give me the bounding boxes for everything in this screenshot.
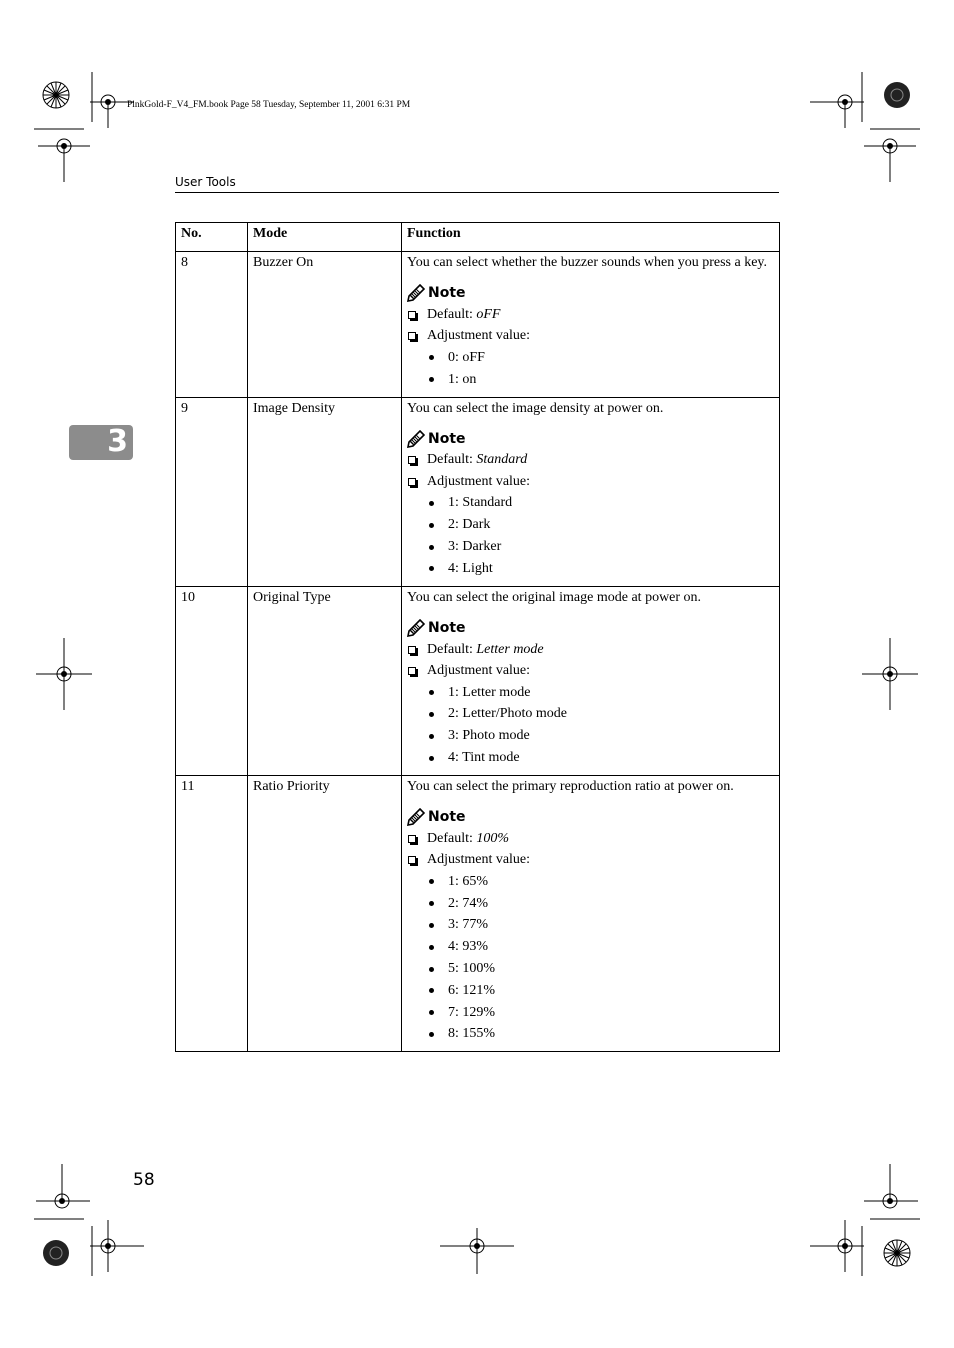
function-description: You can select the original image mode at power on. xyxy=(407,589,702,605)
bullet-icon xyxy=(429,523,434,528)
checkbox-icon xyxy=(408,332,416,340)
option-text: 1: on xyxy=(448,371,477,387)
table-row xyxy=(176,586,780,775)
mode-name: Buzzer On xyxy=(253,255,314,270)
option-text: 2: Dark xyxy=(448,517,491,533)
option-text: 5: 100% xyxy=(448,961,496,977)
column-header-mode: Mode xyxy=(248,223,402,252)
registration-mark-middle-left xyxy=(36,638,92,710)
mode-name: Ratio Priority xyxy=(253,778,330,794)
bullet-icon xyxy=(429,545,434,550)
adjustment-label: Adjustment value: xyxy=(427,852,531,868)
option-item xyxy=(429,893,774,915)
function-description: You can select the image density at power on. xyxy=(407,400,664,416)
mode-name: Image Density xyxy=(253,400,336,416)
bullet-icon xyxy=(429,756,434,761)
function-description: You can select whether the buzzer sounds when you press a key. xyxy=(407,255,768,270)
default-value: 100% xyxy=(476,830,510,846)
adjustment-line xyxy=(407,471,774,493)
option-item xyxy=(429,682,774,704)
default-line xyxy=(407,450,774,472)
note-heading xyxy=(407,283,774,303)
checkbox-icon xyxy=(408,835,416,843)
option-item xyxy=(429,980,774,1002)
checkbox-icon xyxy=(408,856,416,864)
note-heading xyxy=(407,807,774,827)
option-item xyxy=(429,369,774,391)
default-label: Default: xyxy=(427,452,473,468)
row-function xyxy=(402,252,780,398)
option-text: 3: Photo mode xyxy=(448,728,530,744)
print-slug-line: PinkGold-F_V4_FM.book Page 58 Tuesday, September 11, 2001 6:31 PM xyxy=(127,100,411,110)
option-text: 4: Light xyxy=(448,560,493,576)
note-label: Note xyxy=(428,285,466,301)
bullet-icon xyxy=(429,879,434,884)
option-item xyxy=(429,558,774,580)
adjustment-options xyxy=(407,682,774,769)
running-header xyxy=(175,174,779,193)
option-text: 2: 74% xyxy=(448,895,489,911)
option-item xyxy=(429,958,774,980)
option-text: 3: Darker xyxy=(448,539,502,555)
default-label: Default: xyxy=(427,306,473,322)
note-label: Note xyxy=(428,430,466,447)
pencil-icon xyxy=(407,808,425,826)
row-function xyxy=(402,775,780,1051)
column-header-function: Function xyxy=(402,223,780,252)
bullet-icon xyxy=(429,690,434,695)
row-number-text: 8 xyxy=(181,255,188,270)
registration-mark-middle-right xyxy=(862,638,918,710)
option-item xyxy=(429,915,774,937)
default-value: oFF xyxy=(476,306,501,322)
option-text: 3: 77% xyxy=(448,917,489,933)
note-heading xyxy=(407,618,774,638)
default-value: Standard xyxy=(476,452,528,468)
adjustment-options xyxy=(407,871,774,1045)
adjustment-line xyxy=(407,849,774,871)
checkbox-icon xyxy=(408,456,416,464)
bullet-icon xyxy=(429,967,434,972)
row-function xyxy=(402,397,780,586)
mode-name: Original Type xyxy=(253,589,331,605)
default-line xyxy=(407,828,774,850)
registration-mark-top-left xyxy=(34,72,174,184)
adjustment-line xyxy=(407,660,774,682)
checkbox-icon xyxy=(408,311,416,319)
option-item xyxy=(429,725,774,747)
option-item xyxy=(429,536,774,558)
row-function xyxy=(402,586,780,775)
default-label: Default: xyxy=(427,641,473,657)
bullet-icon xyxy=(429,501,434,506)
chapter-tab xyxy=(69,425,133,460)
row-number-text: 11 xyxy=(181,778,195,794)
row-number xyxy=(176,586,248,775)
option-text: 1: 65% xyxy=(448,873,489,889)
table-row xyxy=(176,252,780,398)
table-row xyxy=(176,397,780,586)
checkbox-icon xyxy=(408,646,416,654)
option-text: 1: Letter mode xyxy=(448,684,531,700)
adjustment-options xyxy=(407,347,774,391)
registration-mark-bottom-right xyxy=(808,1164,920,1276)
registration-mark-top-right xyxy=(808,72,920,184)
option-item xyxy=(429,704,774,726)
row-number xyxy=(176,252,248,398)
adjustment-label: Adjustment value: xyxy=(427,328,531,344)
option-text: 7: 129% xyxy=(448,1004,496,1020)
registration-mark-bottom-center xyxy=(440,1228,514,1274)
section-title: User Tools xyxy=(175,175,236,189)
row-number xyxy=(176,397,248,586)
default-label: Default: xyxy=(427,830,473,846)
bullet-icon xyxy=(429,712,434,717)
checkbox-icon xyxy=(408,667,416,675)
row-mode xyxy=(248,586,402,775)
bullet-icon xyxy=(429,734,434,739)
bullet-icon xyxy=(429,945,434,950)
bullet-icon xyxy=(429,1010,434,1015)
default-line xyxy=(407,304,774,326)
bullet-icon xyxy=(429,377,434,382)
bullet-icon xyxy=(429,355,434,360)
pencil-icon xyxy=(407,284,425,302)
option-item xyxy=(429,747,774,769)
table-row xyxy=(176,775,780,1051)
row-mode xyxy=(248,775,402,1051)
bullet-icon xyxy=(429,566,434,571)
pencil-icon xyxy=(407,430,425,448)
bullet-icon xyxy=(429,923,434,928)
row-number xyxy=(176,775,248,1051)
note-heading xyxy=(407,429,774,449)
bullet-icon xyxy=(429,1032,434,1037)
option-text: 4: 93% xyxy=(448,939,489,955)
adjustment-options xyxy=(407,493,774,580)
pencil-icon xyxy=(407,619,425,637)
adjustment-label: Adjustment value: xyxy=(427,663,531,679)
option-text: 8: 155% xyxy=(448,1026,496,1042)
option-item xyxy=(429,871,774,893)
registration-mark-bottom-left xyxy=(34,1164,146,1276)
row-mode xyxy=(248,252,402,398)
chapter-number: 3 xyxy=(107,424,128,459)
option-item xyxy=(429,936,774,958)
column-header-no: No. xyxy=(176,223,248,252)
default-value: Letter mode xyxy=(476,641,544,657)
option-item xyxy=(429,1002,774,1024)
note-label: Note xyxy=(428,808,466,825)
bullet-icon xyxy=(429,901,434,906)
note-label: Note xyxy=(428,619,466,636)
option-text: 2: Letter/Photo mode xyxy=(448,706,567,722)
bullet-icon xyxy=(429,988,434,993)
settings-table xyxy=(175,222,780,1052)
option-item xyxy=(429,514,774,536)
checkbox-icon xyxy=(408,478,416,486)
option-item xyxy=(429,493,774,515)
option-text: 1: Standard xyxy=(448,495,513,511)
table-header-row xyxy=(176,223,780,252)
function-description: You can select the primary reproduction ratio at power on. xyxy=(407,778,734,794)
option-item xyxy=(429,347,774,369)
row-number-text: 9 xyxy=(181,400,188,416)
adjustment-line xyxy=(407,326,774,348)
default-line xyxy=(407,639,774,661)
option-text: 6: 121% xyxy=(448,982,496,998)
option-item xyxy=(429,1024,774,1046)
option-text: 0: oFF xyxy=(448,349,485,365)
row-mode xyxy=(248,397,402,586)
row-number-text: 10 xyxy=(181,589,195,605)
page-number: 58 xyxy=(133,1170,155,1190)
option-text: 4: Tint mode xyxy=(448,750,520,766)
adjustment-label: Adjustment value: xyxy=(427,473,531,489)
